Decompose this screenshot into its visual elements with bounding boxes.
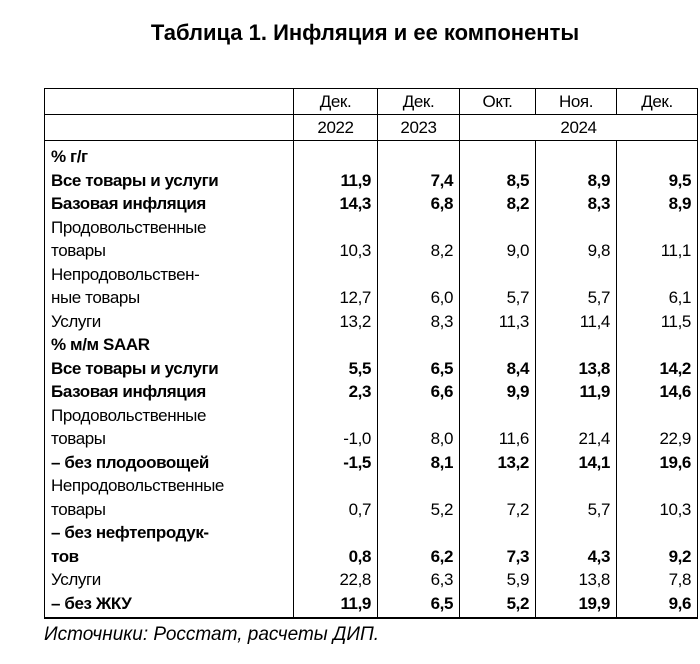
header-month: Дек. (294, 89, 378, 115)
value-cell: 6,2 (378, 521, 460, 568)
header-months-row (45, 89, 698, 115)
header-month: Ноя. (536, 89, 617, 115)
header-month: Дек. (378, 89, 460, 115)
header-year: 2023 (378, 115, 460, 141)
value-cell (460, 141, 536, 169)
header-years-row (45, 115, 698, 141)
value-cell (536, 333, 617, 357)
value-cell: 11,9 (294, 592, 378, 619)
header-year: 2024 (460, 115, 698, 141)
value-cell: 9,5 (617, 169, 698, 193)
value-cell: 7,2 (460, 474, 536, 521)
value-cell: 6,5 (378, 357, 460, 381)
value-cell: 19,9 (536, 592, 617, 619)
table-row (45, 521, 698, 568)
table-row (45, 310, 698, 334)
value-cell (294, 333, 378, 357)
value-cell: 10,3 (294, 216, 378, 263)
value-cell: 5,7 (536, 263, 617, 310)
value-cell: 11,6 (460, 404, 536, 451)
table-row (45, 568, 698, 592)
value-cell: 11,3 (460, 310, 536, 334)
row-label: Услуги (45, 310, 294, 334)
value-cell: 13,2 (294, 310, 378, 334)
value-cell: 14,2 (617, 357, 698, 381)
value-cell: 6,5 (378, 592, 460, 619)
row-label: – без плодоовощей (45, 451, 294, 475)
value-cell (617, 333, 698, 357)
value-cell: 2,3 (294, 380, 378, 404)
table-title: Таблица 1. Инфляция и ее компоненты (150, 20, 580, 45)
value-cell: 6,0 (378, 263, 460, 310)
value-cell: 9,2 (617, 521, 698, 568)
value-cell: 14,3 (294, 192, 378, 216)
value-cell: 5,9 (460, 568, 536, 592)
value-cell: 7,8 (617, 568, 698, 592)
value-cell: 8,1 (378, 451, 460, 475)
value-cell: 7,4 (378, 169, 460, 193)
row-label: Все товары и услуги (45, 357, 294, 381)
table-row (45, 333, 698, 357)
row-label: Продовольственные товары (45, 216, 294, 263)
table-row (45, 169, 698, 193)
table-row (45, 263, 698, 310)
value-cell (294, 141, 378, 169)
table-row (45, 404, 698, 451)
value-cell: 5,7 (536, 474, 617, 521)
value-cell: 8,9 (536, 169, 617, 193)
value-cell: -1,5 (294, 451, 378, 475)
value-cell: 8,5 (460, 169, 536, 193)
row-label: Базовая инфляция (45, 192, 294, 216)
value-cell: 9,6 (617, 592, 698, 619)
value-cell: 8,3 (536, 192, 617, 216)
table-row (45, 141, 698, 169)
value-cell: 19,6 (617, 451, 698, 475)
row-label: – без ЖКУ (45, 592, 294, 619)
value-cell: 8,3 (378, 310, 460, 334)
row-label: Базовая инфляция (45, 380, 294, 404)
value-cell: 9,0 (460, 216, 536, 263)
value-cell: 13,8 (536, 357, 617, 381)
value-cell (378, 333, 460, 357)
value-cell: 9,9 (460, 380, 536, 404)
table-row (45, 451, 698, 475)
table-row (45, 592, 698, 619)
header-empty-cell (45, 115, 294, 141)
value-cell: 5,7 (460, 263, 536, 310)
value-cell: 6,6 (378, 380, 460, 404)
value-cell: 21,4 (536, 404, 617, 451)
table-row (45, 380, 698, 404)
header-month: Окт. (460, 89, 536, 115)
row-label: Продовольственные товары (45, 404, 294, 451)
source-note: Источники: Росстат, расчеты ДИП. (44, 624, 380, 645)
inflation-table (44, 88, 698, 619)
value-cell: 0,7 (294, 474, 378, 521)
value-cell: 0,8 (294, 521, 378, 568)
value-cell (460, 333, 536, 357)
value-cell: 12,7 (294, 263, 378, 310)
value-cell (378, 141, 460, 169)
table-row (45, 357, 698, 381)
value-cell: 8,2 (460, 192, 536, 216)
value-cell: 10,3 (617, 474, 698, 521)
value-cell: 7,3 (460, 521, 536, 568)
table-row (45, 192, 698, 216)
value-cell: 22,8 (294, 568, 378, 592)
header-empty-cell (45, 89, 294, 115)
row-label: Непродовольственные товары (45, 474, 294, 521)
row-label: Непродовольствен- ные товары (45, 263, 294, 310)
table-row (45, 216, 698, 263)
value-cell: 11,1 (617, 216, 698, 263)
table-row (45, 474, 698, 521)
value-cell: 9,8 (536, 216, 617, 263)
value-cell: 14,6 (617, 380, 698, 404)
row-label: % г/г (45, 141, 294, 169)
row-label: – без нефтепродук- тов (45, 521, 294, 568)
value-cell: 8,2 (378, 216, 460, 263)
value-cell: 11,9 (294, 169, 378, 193)
value-cell: -1,0 (294, 404, 378, 451)
value-cell: 5,2 (460, 592, 536, 619)
value-cell: 11,4 (536, 310, 617, 334)
header-month: Дек. (617, 89, 698, 115)
value-cell: 6,8 (378, 192, 460, 216)
value-cell: 5,2 (378, 474, 460, 521)
value-cell: 5,5 (294, 357, 378, 381)
value-cell (536, 141, 617, 169)
row-label: Услуги (45, 568, 294, 592)
value-cell: 22,9 (617, 404, 698, 451)
value-cell: 13,2 (460, 451, 536, 475)
value-cell: 8,0 (378, 404, 460, 451)
value-cell: 4,3 (536, 521, 617, 568)
row-label: Все товары и услуги (45, 169, 294, 193)
value-cell: 11,9 (536, 380, 617, 404)
value-cell: 11,5 (617, 310, 698, 334)
value-cell: 8,4 (460, 357, 536, 381)
value-cell (617, 141, 698, 169)
value-cell: 6,3 (378, 568, 460, 592)
value-cell: 14,1 (536, 451, 617, 475)
header-year: 2022 (294, 115, 378, 141)
value-cell: 6,1 (617, 263, 698, 310)
value-cell: 13,8 (536, 568, 617, 592)
row-label: % м/м SAAR (45, 333, 294, 357)
value-cell: 8,9 (617, 192, 698, 216)
